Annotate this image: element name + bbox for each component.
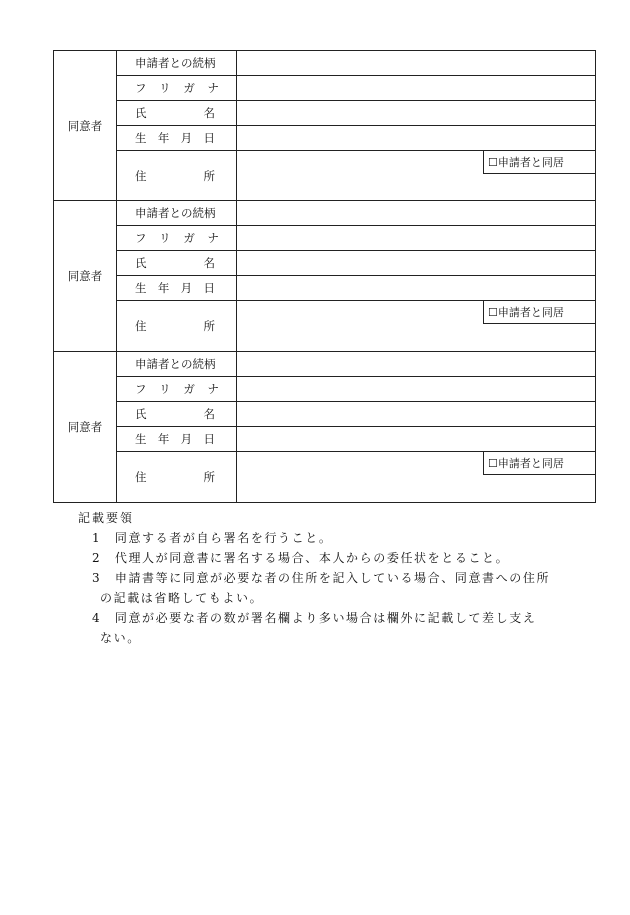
birthdate-row: 生 年 月 日 <box>117 276 595 301</box>
furigana-row: フ リ ガ ナ <box>117 76 595 101</box>
consenter-block-3 <box>53 352 596 503</box>
same-household-checkbox[interactable]: ☐申請者と同居 <box>483 452 595 475</box>
instruction-item-3: 3 申請書等に同意が必要な者の住所を記入している場合、同意書への住所 <box>92 571 551 585</box>
birthdate-row: 生 年 月 日 <box>117 126 595 151</box>
relation-label: 申請者との続柄 <box>117 352 237 376</box>
address-row: 住 所 ☐申請者と同居 <box>117 452 595 502</box>
birthdate-row: 生 年 月 日 <box>117 427 595 452</box>
instruction-item-2: 2 代理人が同意書に署名する場合、本人からの委任状をとること。 <box>92 551 510 565</box>
relation-row <box>117 51 595 76</box>
relation-row <box>117 352 595 377</box>
name-row: 氏 名 <box>117 251 595 276</box>
name-row: 氏 名 <box>117 101 595 126</box>
same-household-checkbox[interactable]: ☐申請者と同居 <box>483 151 595 174</box>
instruction-item-3-cont: の記載は省略してもよい。 <box>100 591 264 605</box>
instructions <box>78 508 598 648</box>
instructions-title: 記載要領 <box>78 511 135 525</box>
consenter-block-2 <box>53 201 596 352</box>
consenter-label: 同意者 <box>54 352 117 502</box>
name-row: 氏 名 <box>117 402 595 427</box>
instruction-item-1: 1 同意する者が自ら署名を行うこと。 <box>92 531 333 545</box>
relation-label: 申請者との続柄 <box>117 201 237 225</box>
relation-row <box>117 201 595 226</box>
consenter-label: 同意者 <box>54 201 117 351</box>
consenter-block-1 <box>53 50 596 201</box>
consenter-label: 同意者 <box>54 51 117 200</box>
furigana-row: フ リ ガ ナ <box>117 377 595 402</box>
same-household-checkbox[interactable]: ☐申請者と同居 <box>483 301 595 324</box>
instruction-item-4: 4 同意が必要な者の数が署名欄より多い場合は欄外に記載して差し支え <box>92 611 537 625</box>
consent-table <box>53 50 596 503</box>
address-row: 住 所 ☐申請者と同居 <box>117 151 595 201</box>
address-row: 住 所 ☐申請者と同居 <box>117 301 595 351</box>
furigana-row: フ リ ガ ナ <box>117 226 595 251</box>
instruction-item-4-cont: ない。 <box>100 631 141 645</box>
relation-label: 申請者との続柄 <box>117 51 237 75</box>
